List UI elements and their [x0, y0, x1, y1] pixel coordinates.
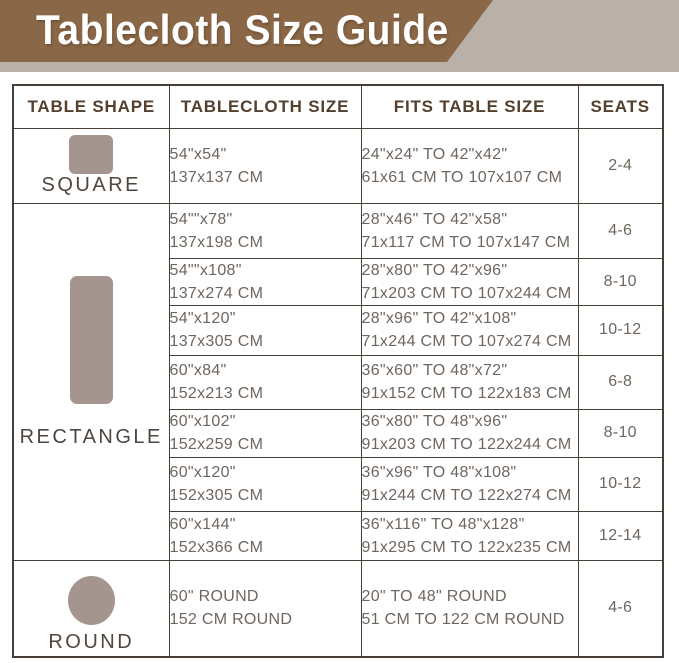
- fits-cell: [361, 355, 578, 409]
- shape-cell-round: [13, 560, 169, 657]
- shape-cell-square: [13, 128, 169, 203]
- fits-line-2: 91x203 CM TO 122x244 CM: [361, 436, 572, 453]
- size-line-2: 137x305 CM: [169, 333, 264, 350]
- fits-cell: [361, 128, 578, 203]
- size-line-1: 60"x144": [169, 515, 236, 533]
- size-line-2: 137x198 CM: [169, 233, 264, 251]
- seats-cell: 2-4: [578, 128, 663, 203]
- shape-label-round: ROUND: [48, 630, 135, 653]
- fits-line-2: 91x152 CM TO 122x183 CM: [361, 385, 572, 402]
- table-row: [13, 203, 663, 258]
- seats-cell: 4-6: [578, 560, 663, 657]
- seats-cell: 6-8: [578, 355, 663, 409]
- fits-line-1: 28"x96" TO 42"x108": [361, 310, 517, 327]
- size-cell: [169, 128, 361, 203]
- fits-line-2: 51 CM TO 122 CM ROUND: [361, 611, 565, 629]
- size-line-1: 60"x120": [169, 464, 236, 481]
- column-header-table-shape: TABLE SHAPE: [13, 85, 169, 128]
- shape-cell-rectangle: [13, 203, 169, 560]
- shape-label-rectangle: RECTANGLE: [19, 425, 163, 448]
- fits-line-2: 71x203 CM TO 107x244 CM: [361, 284, 572, 302]
- column-header-seats: SEATS: [578, 85, 663, 128]
- size-cell: [169, 560, 361, 657]
- seats-cell: 10-12: [578, 305, 663, 355]
- size-line-2: 137x137 CM: [169, 168, 264, 186]
- seats-cell: 8-10: [578, 409, 663, 457]
- size-cell: [169, 258, 361, 305]
- header-row: [13, 85, 663, 128]
- size-cell: [169, 409, 361, 457]
- size-guide-table: [12, 84, 664, 658]
- size-line-2: 152 CM ROUND: [169, 611, 293, 629]
- size-line-1: 54""x108": [169, 261, 242, 279]
- fits-line-1: 24"x24" TO 42"x42": [361, 145, 508, 163]
- fits-cell: [361, 409, 578, 457]
- size-line-2: 152x213 CM: [169, 385, 264, 402]
- fits-cell: [361, 560, 578, 657]
- fits-line-2: 71x244 CM TO 107x274 CM: [361, 333, 572, 350]
- page-title: Tablecloth Size Guide: [36, 8, 449, 54]
- size-cell: [169, 511, 361, 560]
- size-cell: [169, 203, 361, 258]
- column-header-fits-table-size: FITS TABLE SIZE: [361, 85, 578, 128]
- fits-line-1: 28"x80" TO 42"x96": [361, 261, 508, 279]
- size-line-2: 152x305 CM: [169, 487, 264, 504]
- size-line-1: 60"x84": [169, 362, 227, 379]
- round-icon: [68, 576, 115, 625]
- size-cell: [169, 355, 361, 409]
- fits-line-2: 61x61 CM TO 107x107 CM: [361, 168, 563, 186]
- fits-line-1: 36"x116" TO 48"x128": [361, 515, 525, 533]
- size-line-2: 152x366 CM: [169, 538, 264, 556]
- fits-cell: [361, 258, 578, 305]
- seats-cell: 10-12: [578, 457, 663, 511]
- size-line-2: 152x259 CM: [169, 436, 264, 453]
- fits-cell: [361, 203, 578, 258]
- table-row: [13, 560, 663, 657]
- fits-line-2: 91x244 CM TO 122x274 CM: [361, 487, 572, 504]
- size-line-1: 60"x102": [169, 413, 236, 430]
- seats-cell: 4-6: [578, 203, 663, 258]
- column-header-tablecloth-size: TABLECLOTH SIZE: [169, 85, 361, 128]
- fits-line-2: 91x295 CM TO 122x235 CM: [361, 538, 572, 556]
- seats-cell: 12-14: [578, 511, 663, 560]
- size-line-1: 60" ROUND: [169, 588, 259, 606]
- fits-line-1: 36"x80" TO 48"x96": [361, 413, 508, 430]
- fits-line-1: 36"x96" TO 48"x108": [361, 464, 517, 481]
- fits-cell: [361, 457, 578, 511]
- size-line-2: 137x274 CM: [169, 284, 264, 302]
- size-cell: [169, 305, 361, 355]
- size-line-1: 54"x120": [169, 310, 236, 327]
- seats-cell: 8-10: [578, 258, 663, 305]
- fits-cell: [361, 511, 578, 560]
- table-row: [13, 128, 663, 203]
- fits-line-1: 28"x46" TO 42"x58": [361, 210, 508, 228]
- fits-line-1: 20" TO 48" ROUND: [361, 588, 507, 606]
- fits-line-2: 71x117 CM TO 107x147 CM: [361, 233, 571, 251]
- size-line-1: 54""x78": [169, 210, 233, 228]
- size-cell: [169, 457, 361, 511]
- square-icon: [69, 135, 113, 174]
- fits-cell: [361, 305, 578, 355]
- size-line-1: 54"x54": [169, 145, 227, 163]
- fits-line-1: 36"x60" TO 48"x72": [361, 362, 508, 379]
- rectangle-icon: [70, 276, 113, 404]
- shape-label-square: SQUARE: [41, 173, 141, 196]
